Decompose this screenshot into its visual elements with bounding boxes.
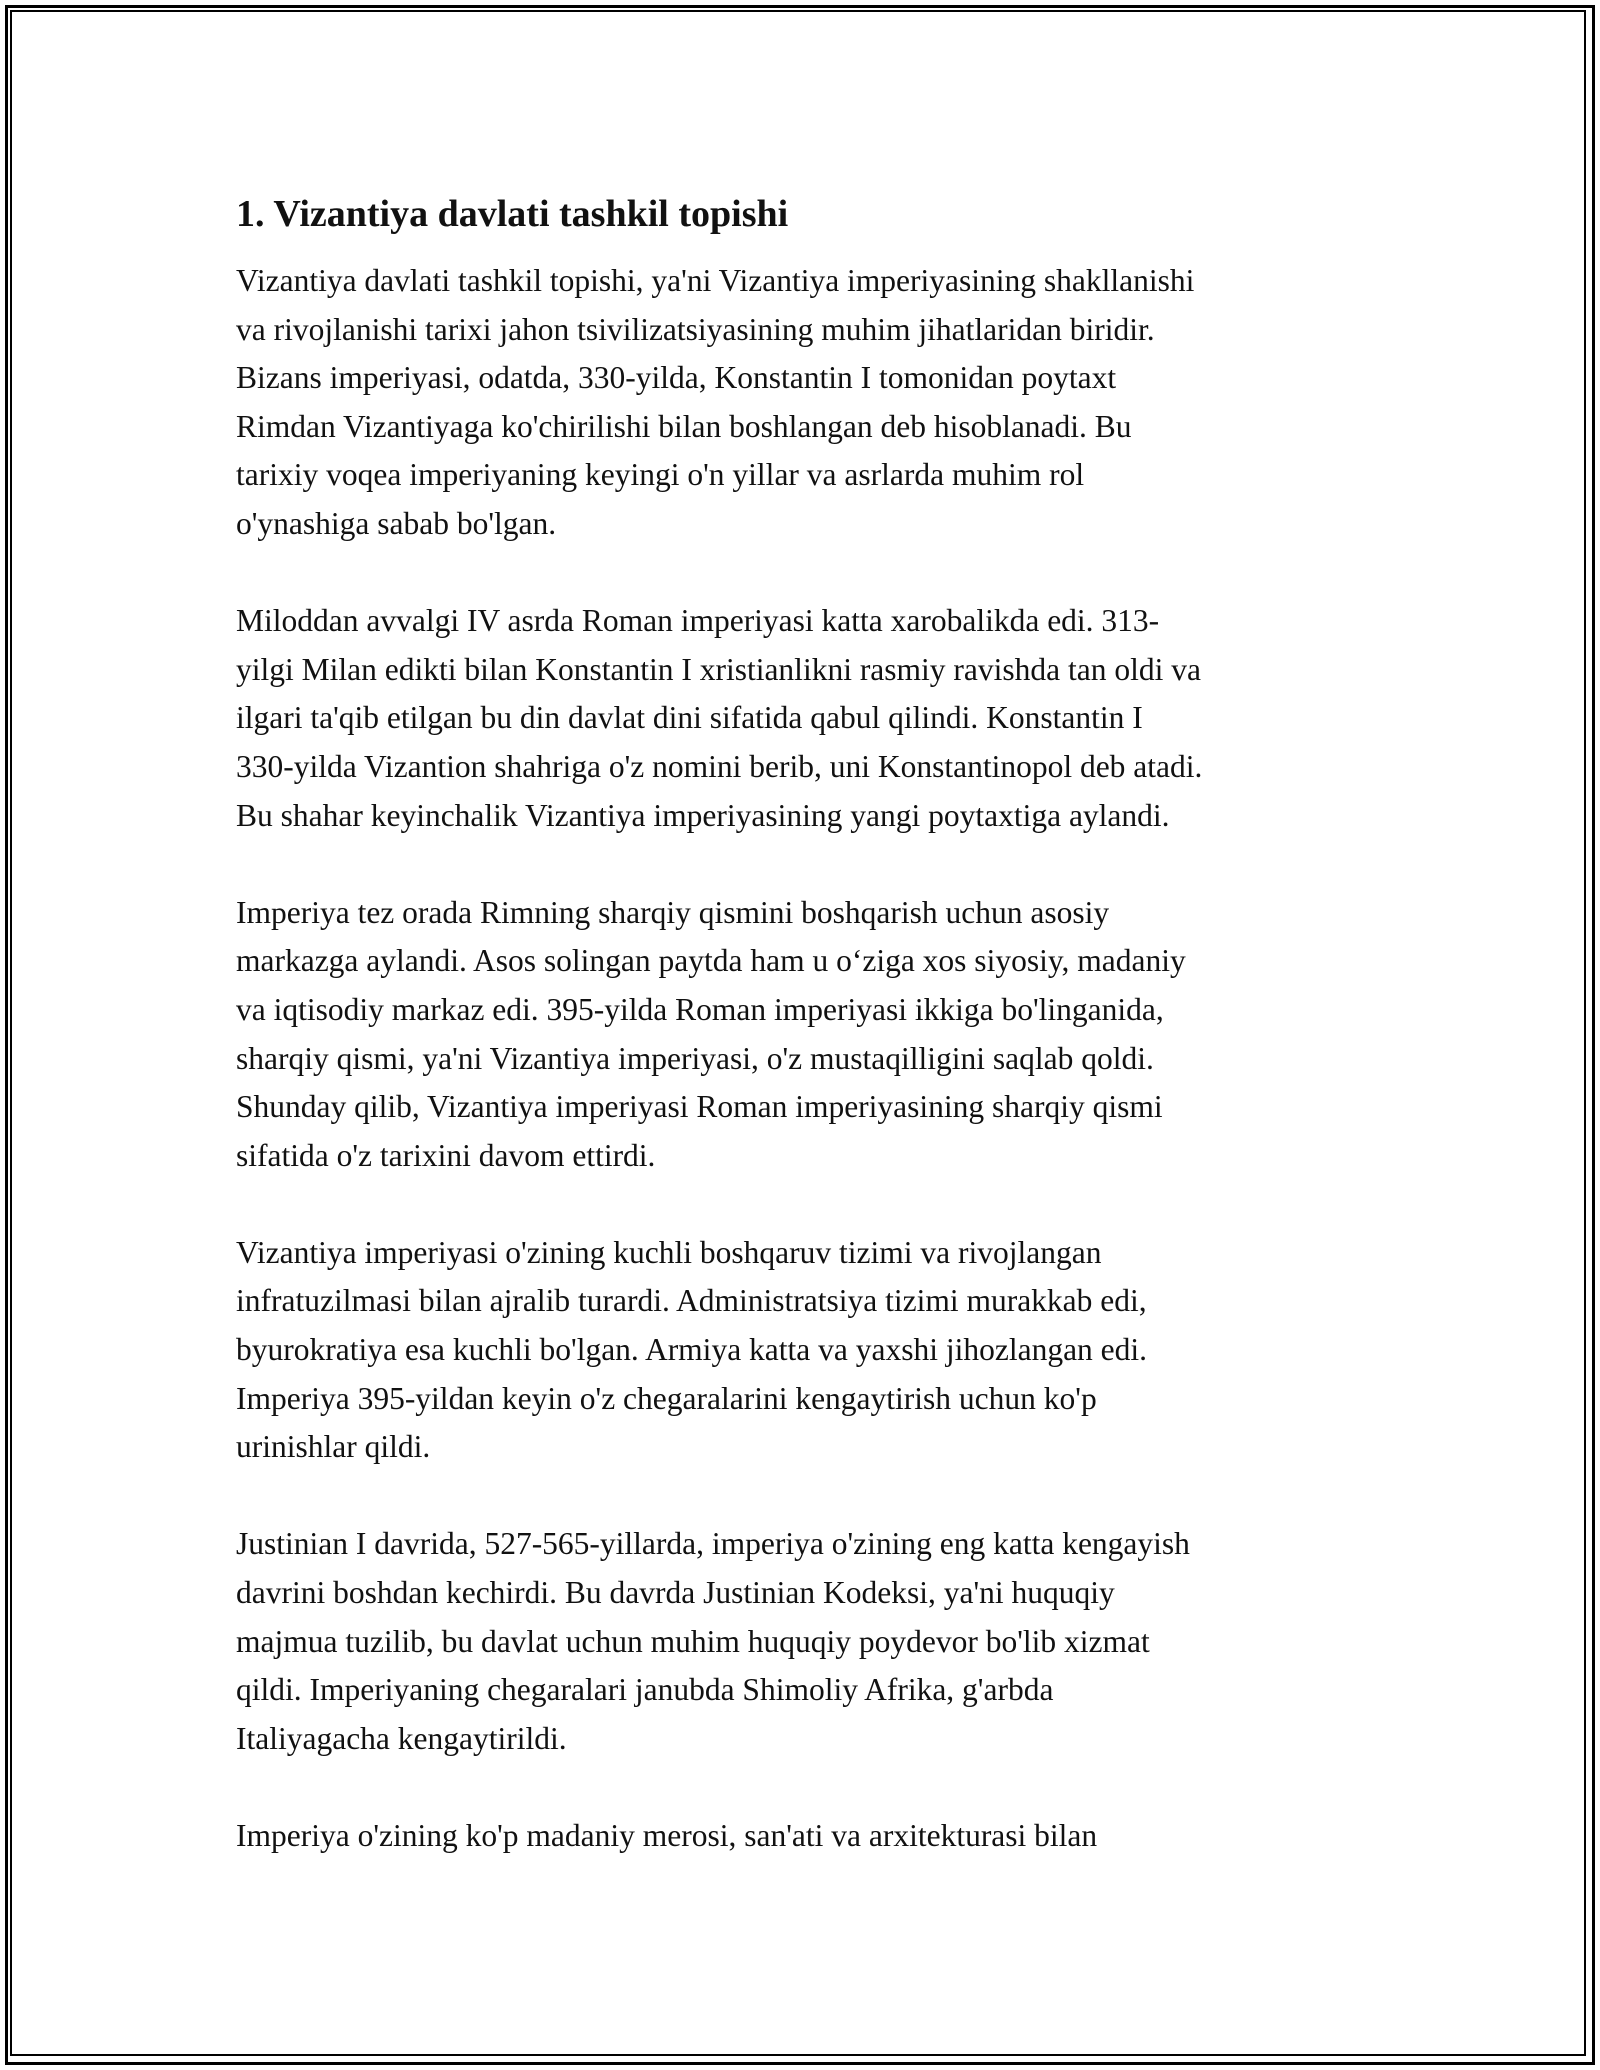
paragraph-5: Justinian I davrida, 527-565-yillarda, imperiya o'zining eng katta kengayish davrini boshdan kechirdi. Bu davrda Justinian Kodeksi, ya'ni huquqiy majmua tuzilib, bu davlat uchun muhim huquqiy poydevor bo'lib xizmat qildi. Imperiyaning chegaralari janubda Shimoliy Afrika, g'arbda Italiyagacha kengaytirildi. bbox=[236, 1526, 1190, 1756]
paragraph-1: Vizantiya davlati tashkil topishi, ya'ni Vizantiya imperiyasining shakllanishi va rivojlanishi tarixi jahon tsivilizatsiyasining muhim jihatlaridan biridir. Bizans imperiyasi, odatda, 330-yilda, Konstantin I tomonidan poytaxt Rimdan Vizantiyaga ko'chirilishi bilan boshlangan deb hisoblanadi. Bu tarixiy voqea imperiyaning keyingi o'n yillar va asrlarda muhim rol o'ynashiga sabab bo'lgan. bbox=[236, 263, 1195, 541]
paragraph-3: Imperiya tez orada Rimning sharqiy qismini boshqarish uchun asosiy markazga aylandi. Asos solingan paytda ham u o‘ziga xos siyosiy, madaniy va iqtisodiy markaz edi. 395-yilda Roman imperiyasi ikkiga bo'linganida, sharqiy qismi, ya'ni Vizantiya imperiyasi, o'z mustaqilligini saqlab qoldi. Shunday qilib, Vizantiya imperiyasi Roman imperiyasining sharqiy qismi sifatida o'z tarixini davom ettirdi. bbox=[236, 894, 1186, 1173]
paragraph-6: Imperiya o'zining ko'p madaniy merosi, san'ati va arxitekturasi bilan bbox=[236, 1818, 1098, 1853]
section-heading: 1. Vizantiya davlati tashkil topishi bbox=[236, 193, 789, 235]
paragraph-4: Vizantiya imperiyasi o'zining kuchli boshqaruv tizimi va rivojlangan infratuzilmasi bilan ajralib turardi. Administratsiya tizimi murakkab edi, byurokratiya esa kuchli bo'lgan. Armiya katta va yaxshi jihozlangan edi. Imperiya 395-yildan keyin o'z chegaralarini kengaytirish uchun ko'p urinishlar qildi. bbox=[236, 1234, 1148, 1465]
paragraph-2: Miloddan avvalgi IV asrda Roman imperiyasi katta xarobalikda edi. 313- yilgi Milan edikti bilan Konstantin I xristianlikni rasmiy ravishda tan oldi va ilgari ta'qib etilgan bu din davlat dini sifatida qabul qilindi. Konstantin I 330-yilda Vizantion shahriga o'z nomini berib, uni Konstantinopol deb atadi. Bu shahar keyinchalik Vizantiya imperiyasining yangi poytaxtiga aylandi. bbox=[236, 603, 1203, 833]
document-body bbox=[236, 188, 1376, 1909]
